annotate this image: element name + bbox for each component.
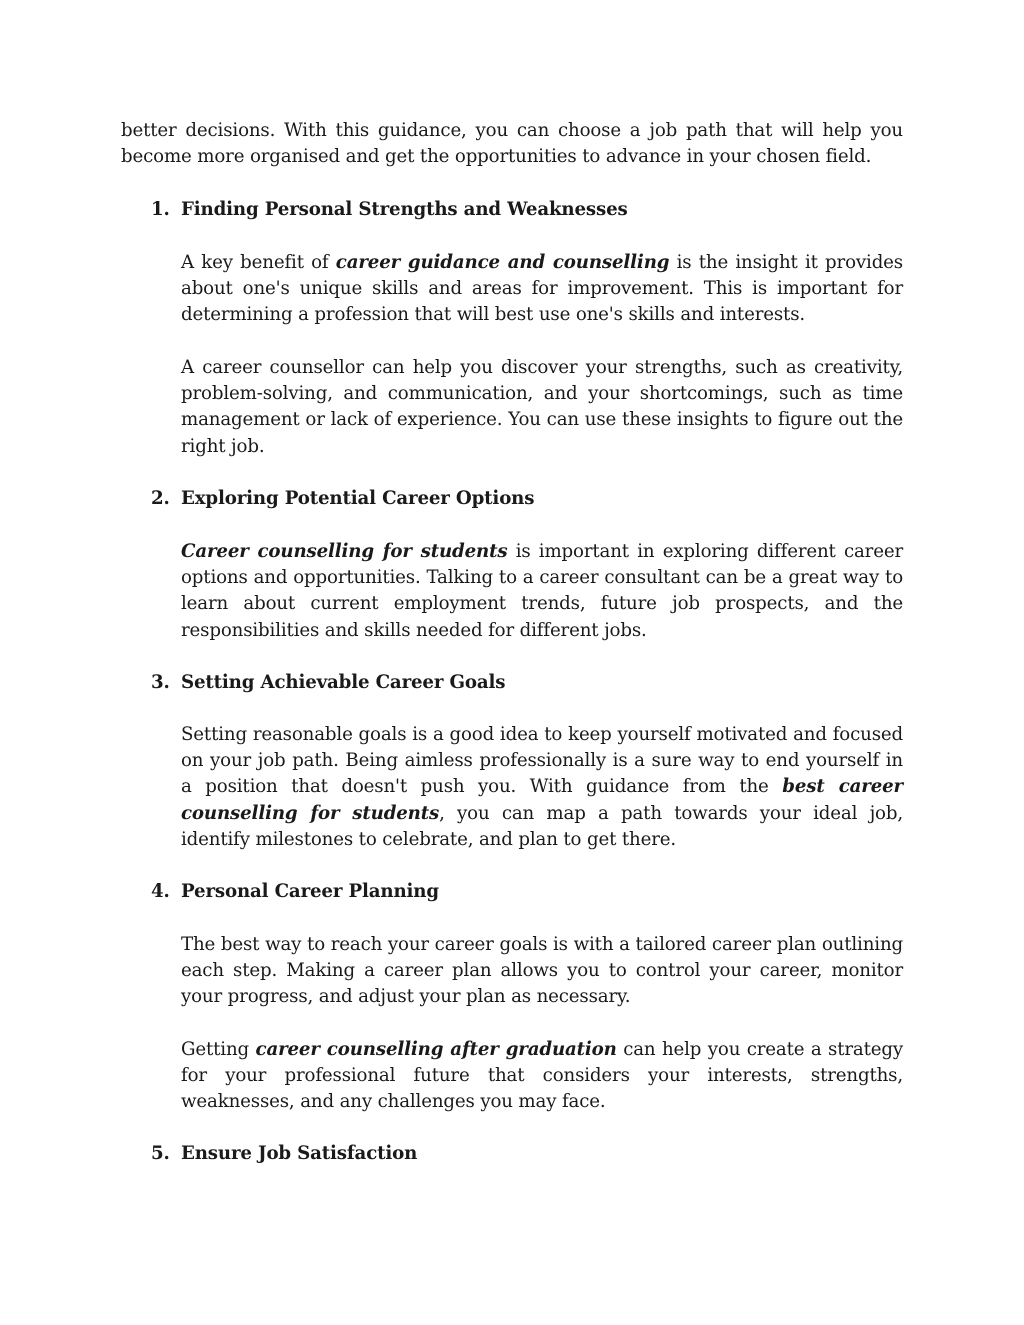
- paragraph-text: Setting reasonable goals is a good idea to keep yourself motivated and focused on your job path. Being aimless professionally is a sure way to end yourself in a position that doesn't push you. With guidance from the: [181, 724, 903, 798]
- section-4-paragraph-1: [181, 932, 903, 1011]
- section-title: Finding Personal Strengths and Weaknesses: [181, 199, 628, 220]
- section-heading-2: [151, 486, 534, 512]
- paragraph-text: A key benefit of: [181, 252, 336, 273]
- emphasized-keyword: career guidance and counselling: [335, 252, 670, 273]
- section-heading-1: [151, 197, 628, 223]
- paragraph-text: Getting: [181, 1039, 256, 1060]
- section-title: Setting Achievable Career Goals: [181, 672, 506, 693]
- section-title: Personal Career Planning: [181, 881, 439, 902]
- emphasized-keyword: Career counselling for students: [181, 541, 508, 562]
- intro-text: better decisions. With this guidance, you can choose a job path that will help you become more organised and get the opportunities to advance in your chosen field.: [121, 120, 903, 168]
- section-4-paragraph-2: [181, 1037, 903, 1116]
- section-number: 4.: [151, 881, 170, 902]
- paragraph-text: The best way to reach your career goals is with a tailored career plan outlining each step. Making a career plan allows you to control your career, monitor your progress, and adjust your plan as necessary.: [181, 934, 903, 1008]
- section-heading-5: [151, 1141, 417, 1167]
- section-number: 1.: [151, 199, 170, 220]
- section-2-paragraph-1: [181, 539, 903, 644]
- paragraph-text: A career counsellor can help you discover your strengths, such as creativity, problem-solving, and communication, and your shortcomings, such as time management or lack of experience. You can use these insights to figure out the right job.: [181, 357, 903, 457]
- section-title: Ensure Job Satisfaction: [181, 1143, 418, 1164]
- section-heading-4: [151, 879, 439, 905]
- section-heading-3: [151, 670, 505, 696]
- intro-paragraph: [121, 118, 903, 170]
- section-1-paragraph-2: [181, 355, 903, 460]
- section-3-paragraph-1: [181, 722, 903, 853]
- paragraph-text: , you can map a path towards your ideal job, identify milestones to celebrate, and plan to get there.: [181, 802, 903, 850]
- paragraph-text: is important in exploring different career options and opportunities. Talking to a career consultant can be a great way to learn about current employment trends, future job prospects, and the responsibilities and skills needed for different jobs.: [181, 541, 903, 641]
- section-number: 2.: [151, 488, 170, 509]
- emphasized-keyword: best career counselling for students: [181, 776, 903, 824]
- section-number: 5.: [151, 1143, 170, 1164]
- paragraph-text: can help you create a strategy for your professional future that considers your interests, strengths, weaknesses, and any challenges you may face.: [181, 1039, 903, 1113]
- section-title: Exploring Potential Career Options: [181, 488, 535, 509]
- emphasized-keyword: career counselling after graduation: [255, 1039, 617, 1060]
- section-1-paragraph-1: [181, 250, 903, 329]
- section-number: 3.: [151, 672, 170, 693]
- paragraph-text: is the insight it provides about one's unique skills and areas for improvement. This is important for determining a profession that will best use one's skills and interests.: [181, 252, 903, 326]
